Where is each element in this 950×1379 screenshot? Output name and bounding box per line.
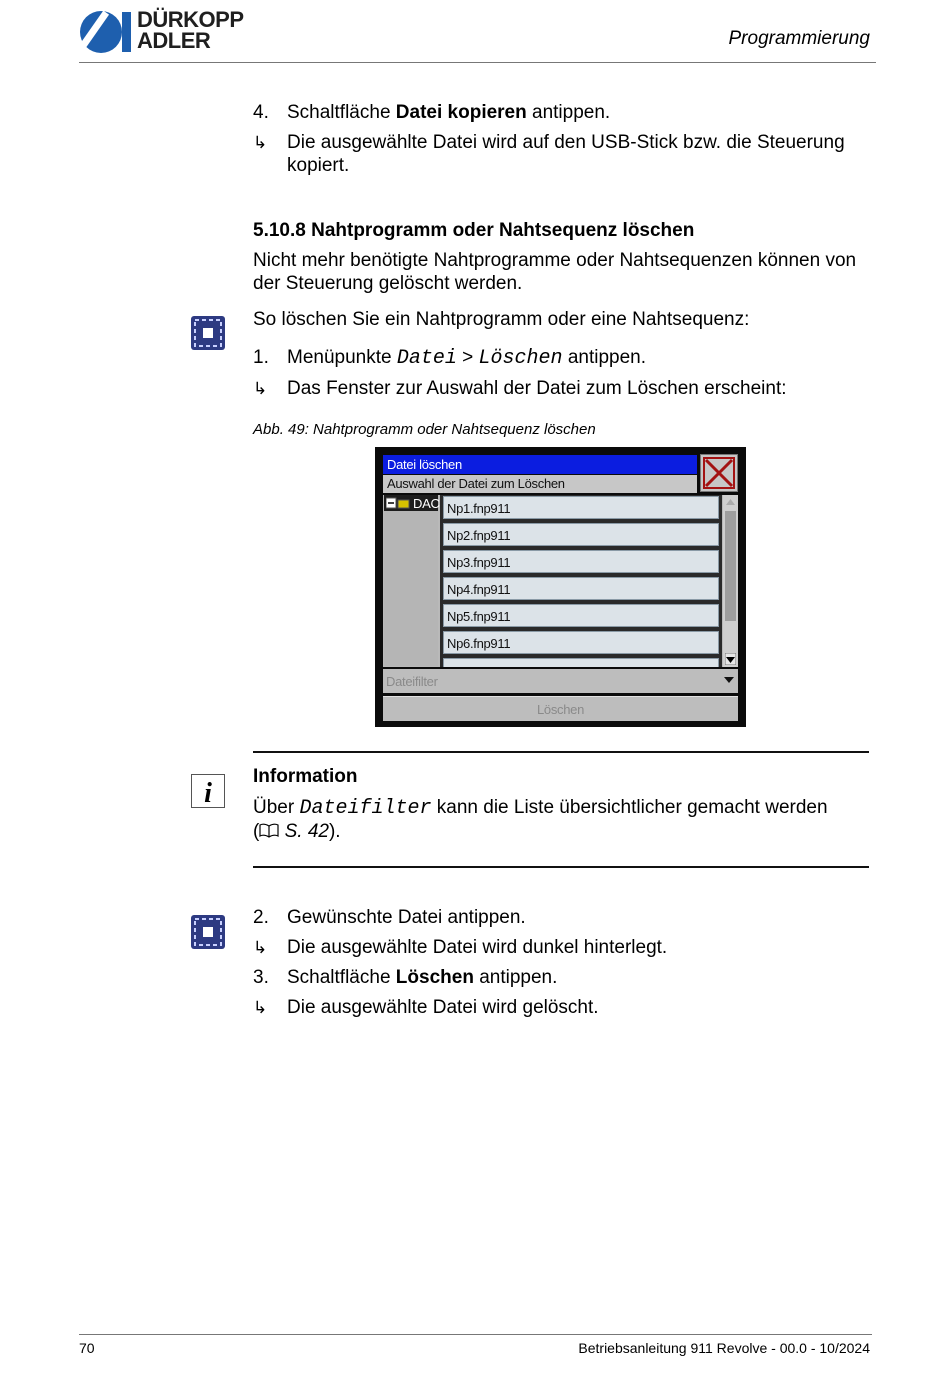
file-filter-dropdown[interactable] xyxy=(383,669,738,693)
info-top-rule xyxy=(253,751,869,753)
info-text-part: Über xyxy=(253,797,300,818)
scroll-down-icon[interactable] xyxy=(725,653,736,665)
footer-divider xyxy=(79,1334,872,1335)
button-name: Löschen xyxy=(395,967,474,988)
brand-logo xyxy=(79,8,269,56)
file-name: Np6.fnp911 xyxy=(447,636,511,651)
result-arrow-icon: ↳ xyxy=(253,938,268,957)
result-text: Die ausgewählte Datei wird auf den USB-Stick bzw. die Steuerung kopiert. xyxy=(287,132,845,176)
file-name: Np4.fnp911 xyxy=(447,582,511,597)
step-4 xyxy=(253,101,873,124)
menu-item-dateifilter: Dateifilter xyxy=(299,797,432,820)
file-name: Np2.fnp911 xyxy=(447,528,511,543)
step-number: 1. xyxy=(253,347,269,368)
tree-item-label: DAC xyxy=(413,496,440,511)
info-text-part: kann die Liste übersichtlicher gemacht werden xyxy=(431,797,828,818)
file-item[interactable] xyxy=(443,523,719,546)
result-arrow-icon: ↳ xyxy=(253,998,268,1017)
screen-subtitle: Auswahl der Datei zum Löschen xyxy=(387,476,565,491)
section-intro: Nicht mehr benötigte Nahtprogramme oder Nahtsequenzen können von der Steuerung gelöscht werden. xyxy=(253,250,857,294)
header-section-title: Programmierung xyxy=(728,28,870,49)
step-number: 4. xyxy=(253,102,269,123)
result-arrow-icon: ↳ xyxy=(253,133,268,152)
file-browser xyxy=(383,495,738,667)
info-text-part: ). xyxy=(328,821,341,842)
file-filter-label: Dateifilter xyxy=(386,674,438,689)
info-bottom-rule xyxy=(253,866,869,868)
close-button[interactable] xyxy=(700,454,738,492)
logo-text-line1: DÜRKOPP xyxy=(137,7,244,32)
step-text: Schaltfläche xyxy=(287,102,396,123)
step-text: Schaltfläche xyxy=(287,967,396,988)
file-item[interactable] xyxy=(443,604,719,627)
scrollbar-thumb[interactable] xyxy=(725,511,736,621)
section-heading: 5.10.8 Nahtprogramm oder Nahtsequenz löschen xyxy=(253,220,695,241)
folder-icon xyxy=(386,497,410,509)
file-name: Np5.fnp911 xyxy=(447,609,511,624)
delete-file-screen xyxy=(375,447,746,727)
document-title: Betriebsanleitung 911 Revolve - 00.0 - 10/2024 xyxy=(578,1340,870,1356)
screen-titlebar xyxy=(383,455,697,474)
page-reference-link[interactable]: S. 42 xyxy=(284,821,329,842)
step-text: Menüpunkte xyxy=(287,347,397,368)
info-icon xyxy=(191,774,225,808)
file-item-partial[interactable] xyxy=(443,658,719,667)
step-3 xyxy=(253,966,873,989)
result-3 xyxy=(253,996,873,1019)
step-number: 2. xyxy=(253,907,269,928)
step-text: antippen. xyxy=(473,967,558,988)
logo-text-line2: ADLER xyxy=(137,28,211,53)
info-text xyxy=(253,796,868,843)
file-item[interactable] xyxy=(443,496,719,519)
info-text-part: ( xyxy=(253,821,260,842)
result-text: Das Fenster zur Auswahl der Datei zum Löschen erscheint: xyxy=(287,378,787,399)
step-text: antippen. xyxy=(526,102,611,123)
file-item[interactable] xyxy=(443,577,719,600)
step-text: Gewünschte Datei antippen. xyxy=(287,907,526,928)
scrollbar[interactable] xyxy=(723,495,738,667)
figure-caption: Abb. 49: Nahtprogramm oder Nahtsequenz löschen xyxy=(253,421,596,438)
menu-item-loeschen: Löschen xyxy=(478,347,563,370)
folder-tree xyxy=(384,496,438,666)
delete-button[interactable] xyxy=(383,696,738,721)
logo-mark-icon xyxy=(79,10,131,54)
chevron-down-icon xyxy=(724,677,734,684)
control-panel-icon xyxy=(191,316,225,350)
result-1 xyxy=(253,377,873,400)
step-1 xyxy=(253,346,873,370)
tree-item-dac[interactable] xyxy=(384,495,438,511)
screen-title: Datei löschen xyxy=(387,457,462,472)
page-number: 70 xyxy=(79,1340,95,1356)
result-2 xyxy=(253,936,873,959)
file-name: Np3.fnp911 xyxy=(447,555,511,570)
screen-subtitle-bar xyxy=(383,475,697,493)
header-divider xyxy=(79,62,876,63)
book-icon xyxy=(259,823,279,838)
file-item[interactable] xyxy=(443,550,719,573)
result-text: Die ausgewählte Datei wird gelöscht. xyxy=(287,997,599,1018)
file-name: Np1.fnp911 xyxy=(447,501,511,516)
close-icon xyxy=(701,455,737,491)
menu-separator: > xyxy=(456,347,479,368)
info-heading: Information xyxy=(253,766,358,787)
result-arrow-icon: ↳ xyxy=(253,379,268,398)
control-panel-icon xyxy=(191,915,225,949)
menu-item-datei: Datei xyxy=(396,347,457,370)
step-number: 3. xyxy=(253,967,269,988)
step-2 xyxy=(253,906,873,929)
step-text: antippen. xyxy=(562,347,647,368)
delete-button-label: Löschen xyxy=(536,702,585,717)
result-text: Die ausgewählte Datei wird dunkel hinterlegt. xyxy=(287,937,668,958)
svg-text:i: i xyxy=(204,778,212,807)
file-item[interactable] xyxy=(443,631,719,654)
scroll-up-icon[interactable] xyxy=(725,497,736,507)
file-list xyxy=(440,495,722,667)
button-name: Datei kopieren xyxy=(395,102,527,123)
howto-text: So löschen Sie ein Nahtprogramm oder eine Nahtsequenz: xyxy=(253,309,750,330)
